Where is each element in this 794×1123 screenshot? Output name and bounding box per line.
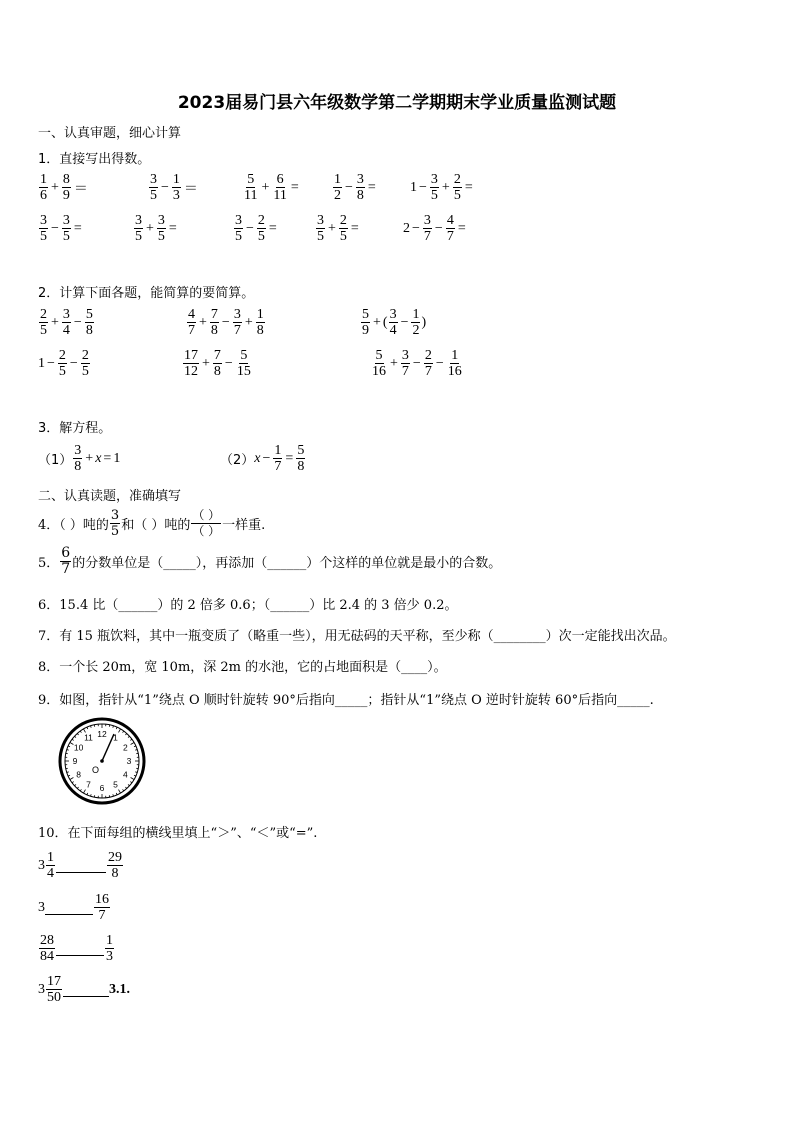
q1-item-9: $\frac{3}{5}$ + $\frac{2}{5}$ = <box>317 213 359 244</box>
q2-item-3: $\frac{5}{9}$ + ( $\frac{3}{4}$ − $\frac{1}{2}$ ) <box>362 307 427 338</box>
section-1-heading: 一、认真审题，细心计算 <box>38 126 182 141</box>
q2-item-1: $\frac{2}{5}$ + $\frac{3}{4}$ − $\frac{5}{8}$ <box>40 307 93 338</box>
section-2-heading: 二、认真读题，准确填写 <box>38 489 182 504</box>
q3-equation-2: （2） x − $\frac{1}{7}$ = $\frac{5}{8}$ <box>220 443 305 474</box>
clock-number: 7 <box>86 779 91 790</box>
clock-number: 4 <box>123 769 128 780</box>
clock-number: 10 <box>73 742 84 753</box>
q2-item-6: $\frac{5}{16}$ + $\frac{3}{7}$ − $\frac{2}{7}$ − $\frac{1}{16}$ <box>372 348 462 379</box>
question-4: 4．（ ）吨的 $\frac{3}{5}$ 和（ ）吨的 $\frac{( )}{( )}$ 一样重. <box>38 508 266 539</box>
question-7: 7．有 15 瓶饮料，其中一瓶变质了（略重一些），用无砝码的天平称，至少称（________）次一定能找出次品。 <box>38 629 676 644</box>
fraction: $\frac{1}{6}$ <box>40 172 47 203</box>
clock-number: 2 <box>123 742 128 753</box>
clock-number: 12 <box>97 729 107 739</box>
question-10: 10．在下面每组的横线里填上“＞”、“＜”或“=”. <box>38 826 318 841</box>
clock-number: 6 <box>99 783 105 793</box>
clock-number: 3 <box>126 756 132 766</box>
q1-item-4: $\frac{1}{2}$ − $\frac{3}{8}$ = <box>334 172 376 203</box>
q1-item-7: $\frac{3}{5}$ + $\frac{3}{5}$ = <box>135 213 177 244</box>
question-1: 1．直接写出得数。 <box>38 152 151 167</box>
question-8: 8．一个长 20m，宽 10m，深 2m 的水池，它的占地面积是（____）。 <box>38 660 447 675</box>
q1-item-10: 2 − $\frac{3}{7}$ − $\frac{4}{7}$ = <box>403 213 466 244</box>
question-3: 3．解方程。 <box>38 421 112 436</box>
q10-row-1: 3 $\frac{1}{4}$ $\frac{29}{8}$ <box>38 850 122 881</box>
clock-figure <box>55 715 150 807</box>
q10-row-2: 3 $\frac{16}{7}$ <box>38 892 109 923</box>
answer-blank[interactable] <box>56 858 106 873</box>
q10-row-3: $\frac{28}{84}$ $\frac{1}{3}$ <box>40 933 113 964</box>
q1-item-8: $\frac{3}{5}$ − $\frac{2}{5}$ = <box>235 213 277 244</box>
clock-number: 11 <box>84 732 93 743</box>
question-5: 5． $\frac{6}{7}$ 的分数单位是（_____），再添加（______）个这样的单位就是最小的合数。 <box>38 545 502 577</box>
q10-row-4: 3 $\frac{17}{50}$ 3.1. <box>38 974 130 1005</box>
answer-blank[interactable] <box>56 941 104 956</box>
q1-item-5: 1 − $\frac{3}{5}$ + $\frac{2}{5}$ = <box>410 172 473 203</box>
q1-item-6: $\frac{3}{5}$ − $\frac{3}{5}$ = <box>40 213 82 244</box>
q2-item-4: 1 − $\frac{2}{5}$ − $\frac{2}{5}$ <box>38 348 89 379</box>
clock-center-label: O <box>92 765 100 775</box>
question-2: 2．计算下面各题，能简算的要简算。 <box>38 286 255 301</box>
question-9: 9．如图，指针从“1”绕点 O 顺时针旋转 90°后指向_____；指针从“1”绕点 O 逆时针旋转 60°后指向_____. <box>38 693 654 708</box>
clock-number: 1 <box>113 732 118 743</box>
fraction: $\frac{8}{9}$ <box>62 172 70 203</box>
answer-blank[interactable] <box>45 900 93 915</box>
q1-item-1: $\frac{1}{6}$ + $\frac{8}{9}$ ＝ <box>40 172 88 203</box>
q1-item-2: $\frac{3}{5}$ − $\frac{1}{3}$ ＝ <box>150 172 198 203</box>
clock-number: 5 <box>113 779 118 790</box>
q2-item-5: $\frac{17}{12}$ + $\frac{7}{8}$ − $\frac{5}{15}$ <box>184 348 251 379</box>
clock-number: 8 <box>76 769 81 780</box>
q2-item-2: $\frac{4}{7}$ + $\frac{7}{8}$ − $\frac{3}{7}$ + $\frac{1}{8}$ <box>188 307 264 338</box>
answer-blank[interactable] <box>63 982 109 997</box>
question-6: 6．15.4 比（______）的 2 倍多 0.6；（______）比 2.4 的 3 倍少 0.2。 <box>38 598 458 613</box>
q1-item-3: $\frac{5}{11}$ + $\frac{6}{11}$ = <box>244 172 299 203</box>
clock-number: 9 <box>72 756 78 766</box>
q3-equation-1: （1） $\frac{3}{8}$ + x = 1 <box>38 443 121 474</box>
page-title: 2023届易门县六年级数学第二学期期末学业质量监测试题 <box>177 93 617 113</box>
